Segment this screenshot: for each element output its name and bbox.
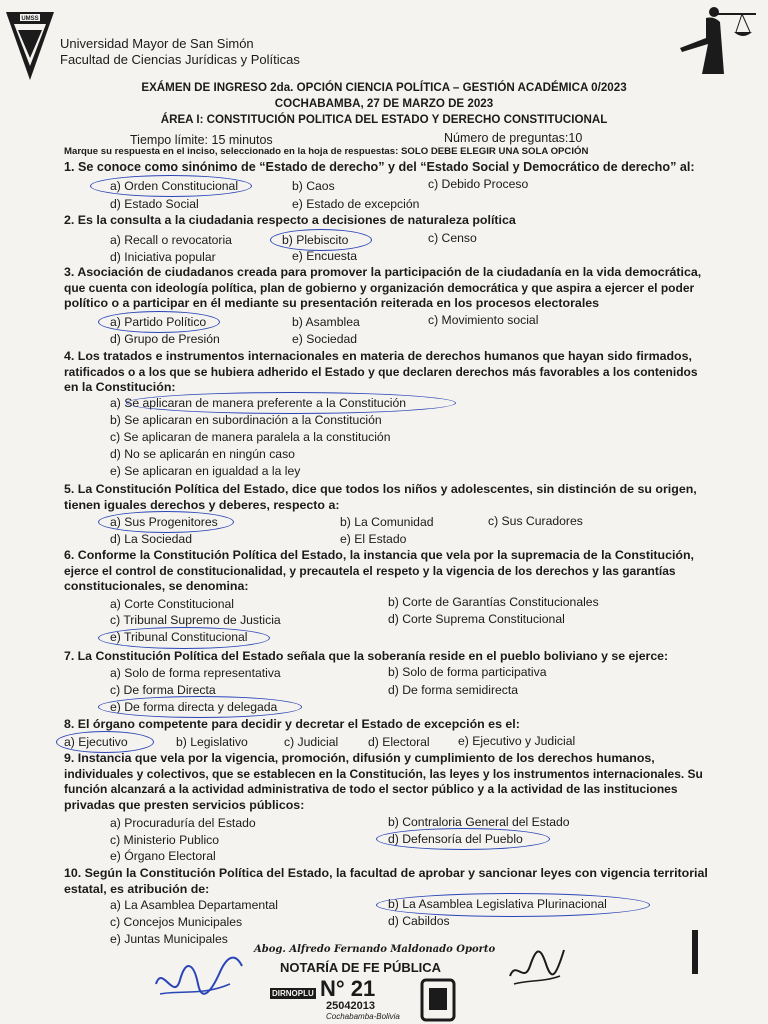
question-6 bbox=[64, 548, 754, 595]
question-8: 8. El órgano competente para decidir y decretar el Estado de excepción es el: bbox=[64, 717, 520, 731]
q9-line-3: función alcanzará a la actividad administrativa de todo el sector público y a la actividad de las instituciones bbox=[64, 782, 678, 796]
q10-option-e[interactable]: e) Juntas Municipales bbox=[110, 932, 228, 946]
q5-option-d[interactable]: d) La Sociedad bbox=[110, 532, 192, 546]
q7-answer-mark bbox=[98, 696, 302, 718]
q3-option-b[interactable]: b) Asamblea bbox=[292, 315, 360, 329]
exam-title: EXÁMEN DE INGRESO 2da. OPCIÓN CIENCIA POLÍTICA – GESTIÓN ACADÉMICA 0/2023 bbox=[141, 81, 627, 94]
margin-mark bbox=[692, 930, 698, 974]
university-name: Universidad Mayor de San Simón bbox=[60, 36, 254, 51]
question-5 bbox=[64, 482, 754, 513]
q10-option-c[interactable]: c) Concejos Municipales bbox=[110, 915, 243, 929]
q9-answer-mark bbox=[376, 828, 550, 850]
q4-line-2: ratificados o a los que se hubiera adherido el Estado y que declaren derechos más favorables a los contenidos bbox=[64, 364, 698, 379]
q9-line-4: privadas que presten servicios públicos: bbox=[64, 797, 305, 812]
q4-option-e[interactable]: e) Se aplicaran en igualdad a la ley bbox=[110, 464, 301, 478]
q5-option-c[interactable]: c) Sus Curadores bbox=[488, 514, 583, 528]
institution bbox=[60, 36, 300, 68]
q2-option-a[interactable]: a) Recall o revocatoria bbox=[110, 233, 232, 247]
notary-code: 25042013 bbox=[326, 1000, 375, 1012]
notary-title: NOTARÍA DE FE PÚBLICA bbox=[280, 960, 442, 975]
q1-option-e[interactable]: e) Estado de excepción bbox=[292, 197, 420, 211]
justice-icon bbox=[676, 4, 760, 80]
question-count: Número de preguntas:10 bbox=[444, 131, 583, 145]
q3-option-d[interactable]: d) Grupo de Presión bbox=[110, 332, 220, 346]
question-9 bbox=[64, 751, 754, 813]
q1-answer-mark bbox=[90, 175, 252, 197]
q9-option-e[interactable]: e) Órgano Electoral bbox=[110, 849, 216, 863]
question-3 bbox=[64, 265, 754, 312]
q8-option-c[interactable]: c) Judicial bbox=[284, 735, 339, 749]
q5-option-a[interactable]: a) Sus Progenitores bbox=[110, 515, 218, 529]
q6-option-e[interactable]: e) Tribunal Constitucional bbox=[110, 630, 248, 644]
q4-option-b[interactable]: b) Se aplicaran en subordinación a la Constitución bbox=[110, 413, 382, 427]
q9-line-2: individuales y colectivos, que se establecen en la Constitución, las leyes y los instrumentos internacionales. Su bbox=[64, 766, 703, 781]
q1-option-c[interactable]: c) Debido Proceso bbox=[428, 177, 529, 191]
q10-option-a[interactable]: a) La Asamblea Departamental bbox=[110, 898, 279, 912]
question-2: 2. Es la consulta a la ciudadania respecto a decisiones de naturaleza política bbox=[64, 213, 516, 227]
q4-option-d[interactable]: d) No se aplicarán en ningún caso bbox=[110, 447, 295, 461]
signature-left-icon bbox=[150, 944, 250, 1006]
q3-line-1: 3. Asociación de ciudadanos creada para promover la participación de la ciudadanía en la vida democrática, bbox=[64, 265, 702, 279]
q2-option-c[interactable]: c) Censo bbox=[428, 231, 477, 245]
q3-option-c[interactable]: c) Movimiento social bbox=[428, 313, 539, 327]
signature-right-icon bbox=[500, 936, 570, 992]
notary-name: Abog. Alfredo Fernando Maldonado Oporto bbox=[254, 944, 496, 955]
faculty-name: Facultad de Ciencias Jurídicas y Políticas bbox=[60, 52, 300, 67]
q3-line-2: que cuenta con ideología política, plan de gobierno y organización democrática y que aspira a ejercer el poder bbox=[64, 280, 695, 295]
time-limit: Tiempo límite: 15 minutos bbox=[130, 133, 273, 147]
q1-option-d[interactable]: d) Estado Social bbox=[110, 197, 199, 211]
q7-option-d[interactable]: d) De forma semidirecta bbox=[388, 683, 519, 697]
q2-answer-mark bbox=[270, 229, 372, 251]
q5-answer-mark bbox=[98, 511, 234, 533]
q5-line-1: 5. La Constitución Política del Estado, dice que todos los niños y adolescentes, sin distinción de su origen, bbox=[64, 482, 697, 496]
q9-option-b[interactable]: b) Contraloria General del Estado bbox=[388, 815, 570, 829]
q8-option-e[interactable]: e) Ejecutivo y Judicial bbox=[458, 734, 576, 748]
q7-option-a[interactable]: a) Solo de forma representativa bbox=[110, 666, 281, 680]
exam-date: COCHABAMBA, 27 DE MARZO DE 2023 bbox=[274, 97, 494, 110]
q3-answer-mark bbox=[98, 311, 220, 333]
question-7: 7. La Constitución Política del Estado señala que la soberanía reside en el pueblo boliviano y se ejerce: bbox=[64, 649, 669, 663]
instructions: Marque su respuesta en el inciso, seleccionado en la hoja de respuestas: SOLO DEBE ELEGIR UNA SOLA OPCIÓN bbox=[64, 146, 589, 157]
q7-option-e[interactable]: e) De forma directa y delegada bbox=[110, 700, 278, 714]
q4-line-1: 4. Los tratados e instrumentos internacionales en materia de derechos humanos que hayan sido firmados, bbox=[64, 349, 692, 363]
question-1: 1. Se conoce como sinónimo de “Estado de derecho” y del “Estado Social y Democrático de derecho” al: bbox=[64, 160, 695, 174]
q9-option-d[interactable]: d) Defensoría del Pueblo bbox=[388, 832, 523, 846]
q7-option-c[interactable]: c) De forma Directa bbox=[110, 683, 216, 697]
notary-number: N° 21 bbox=[320, 976, 376, 1001]
q10-option-d[interactable]: d) Cabildos bbox=[388, 914, 450, 928]
exam-area: ÁREA I: CONSTITUCIÓN POLITICA DEL ESTADO Y DERECHO CONSTITUCIONAL bbox=[160, 113, 608, 126]
q1-option-a[interactable]: a) Orden Constitucional bbox=[110, 179, 239, 193]
q4-answer-mark bbox=[126, 392, 456, 414]
q9-option-a[interactable]: a) Procuraduría del Estado bbox=[110, 816, 256, 830]
q7-option-b[interactable]: b) Solo de forma participativa bbox=[388, 665, 547, 679]
question-4 bbox=[64, 349, 754, 396]
logo-text: UMSS bbox=[21, 16, 39, 22]
q10-option-b[interactable]: b) La Asamblea Legislativa Plurinacional bbox=[388, 897, 607, 911]
q2-option-b[interactable]: b) Plebiscito bbox=[282, 233, 349, 247]
q5-option-b[interactable]: b) La Comunidad bbox=[340, 515, 434, 529]
q8-option-d[interactable]: d) Electoral bbox=[368, 735, 430, 749]
q10-answer-mark bbox=[376, 893, 650, 917]
q6-line-1: 6. Conforme la Constitución Política del Estado, la instancia que vela por la supremacia de la Constitución, bbox=[64, 548, 694, 562]
q6-option-b[interactable]: b) Corte de Garantías Constitucionales bbox=[388, 595, 599, 609]
q8-answer-mark bbox=[56, 731, 154, 753]
notary-seal-icon bbox=[420, 978, 456, 1022]
notary-seal-label: DIRNOPLU bbox=[272, 989, 314, 998]
q10-line-2: estatal, es atribución de: bbox=[64, 881, 210, 896]
q3-line-3: político o a participar en él mediante su presentación reiterada en los procesos electorales bbox=[64, 296, 600, 310]
q6-line-2: ejerce el control de constitucionalidad, y precautela el respeto y la vigencia de los derechos y las garantías bbox=[64, 563, 676, 578]
q4-option-c[interactable]: c) Se aplicaran de manera paralela a la constitución bbox=[110, 430, 391, 444]
q6-answer-mark bbox=[98, 627, 270, 649]
q3-option-a[interactable]: a) Partido Político bbox=[110, 315, 207, 329]
q5-option-e[interactable]: e) El Estado bbox=[340, 532, 407, 546]
q9-line-1: 9. Instancia que vela por la vigencia, promoción, difusión y cumplimiento de los derechos humanos, bbox=[64, 751, 655, 765]
q8-option-b[interactable]: b) Legislativo bbox=[176, 735, 248, 749]
q6-line-3: constitucionales, se denomina: bbox=[64, 579, 249, 593]
q5-line-2: tienen iguales derechos y deberes, respecto a: bbox=[64, 497, 340, 512]
question-10 bbox=[64, 866, 754, 897]
q6-option-a[interactable]: a) Corte Constitucional bbox=[110, 597, 234, 611]
q4-option-a[interactable]: a) Se aplicaran de manera preferente a la Constitución bbox=[110, 396, 407, 410]
q6-option-d[interactable]: d) Corte Suprema Constitucional bbox=[388, 612, 565, 626]
q10-line-1: 10. Según la Constitución Política del Estado, la facultad de aprobar y sancionar leyes con vigencia territorial bbox=[64, 866, 708, 880]
q2-option-e[interactable]: e) Encuesta bbox=[292, 249, 358, 263]
q3-option-e[interactable]: e) Sociedad bbox=[292, 332, 358, 346]
q4-line-3: en la Constitución: bbox=[64, 380, 176, 394]
university-logo bbox=[4, 8, 56, 84]
q2-option-d[interactable]: d) Iniciativa popular bbox=[110, 250, 216, 264]
q1-option-b[interactable]: b) Caos bbox=[292, 179, 335, 193]
q8-option-a[interactable]: a) Ejecutivo bbox=[64, 735, 128, 749]
q9-option-c[interactable]: c) Ministerio Publico bbox=[110, 833, 220, 847]
q6-option-c[interactable]: c) Tribunal Supremo de Justicia bbox=[110, 613, 281, 627]
notary-city: Cochabamba-Bolivia bbox=[326, 1012, 400, 1021]
